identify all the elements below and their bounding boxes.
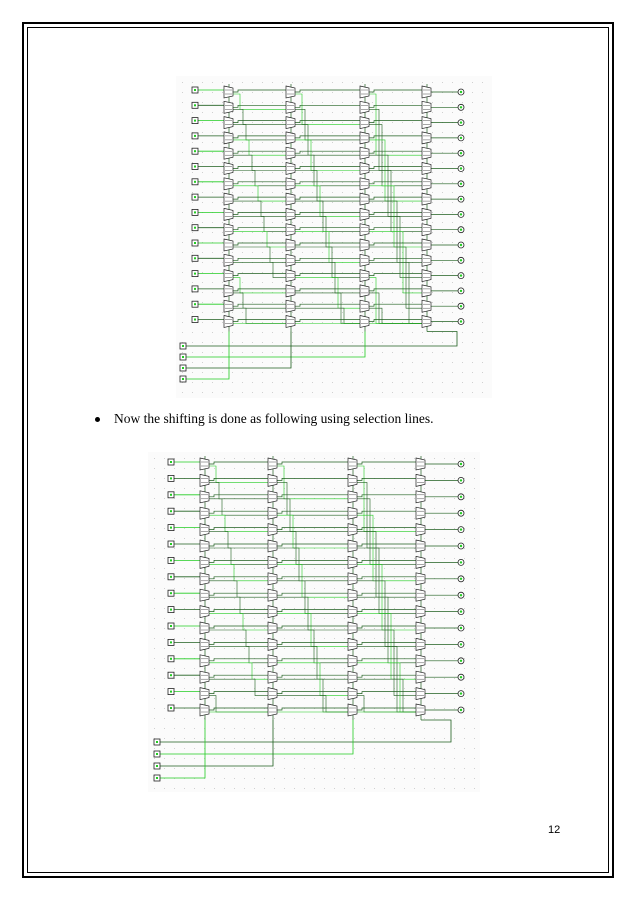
mux-block	[286, 316, 295, 328]
components	[154, 458, 464, 781]
mux-block	[360, 193, 369, 205]
mux-block	[224, 163, 233, 175]
bullet-icon	[95, 417, 100, 422]
mux-block	[224, 178, 233, 190]
mux-block	[422, 163, 431, 175]
mux-block	[348, 704, 357, 716]
mux-block	[200, 474, 209, 486]
mux-block	[224, 132, 233, 144]
mux-block	[224, 193, 233, 205]
mux-block	[416, 524, 425, 536]
mux-block	[286, 117, 295, 129]
mux-block	[416, 507, 425, 519]
mux-block	[224, 86, 233, 98]
mux-block	[200, 491, 209, 503]
mux-block	[224, 101, 233, 113]
mux-block	[422, 239, 431, 251]
mux-block	[200, 573, 209, 585]
mux-block	[416, 671, 425, 683]
mux-block	[200, 507, 209, 519]
mux-block	[416, 622, 425, 634]
mux-block	[268, 655, 277, 667]
mux-block	[348, 458, 357, 470]
mux-block	[360, 285, 369, 297]
mux-block	[360, 178, 369, 190]
mux-block	[200, 556, 209, 568]
mux-block	[348, 507, 357, 519]
mux-block	[422, 316, 431, 328]
mux-block	[416, 474, 425, 486]
mux-block	[268, 556, 277, 568]
mux-block	[348, 491, 357, 503]
mux-block	[360, 270, 369, 282]
mux-block	[268, 638, 277, 650]
mux-block	[422, 270, 431, 282]
mux-block	[422, 101, 431, 113]
mux-block	[200, 688, 209, 700]
mux-block	[224, 300, 233, 312]
mux-block	[200, 655, 209, 667]
mux-block	[416, 704, 425, 716]
mux-block	[286, 178, 295, 190]
mux-block	[286, 285, 295, 297]
mux-block	[268, 704, 277, 716]
circuit-diagram-1	[176, 76, 492, 398]
mux-block	[348, 573, 357, 585]
mux-block	[268, 671, 277, 683]
mux-block	[200, 671, 209, 683]
mux-block	[286, 270, 295, 282]
mux-block	[268, 524, 277, 536]
mux-block	[200, 524, 209, 536]
mux-block	[224, 208, 233, 220]
mux-block	[268, 606, 277, 618]
mux-block	[224, 224, 233, 236]
mux-block	[286, 193, 295, 205]
mux-block	[360, 163, 369, 175]
mux-block	[348, 556, 357, 568]
mux-block	[286, 163, 295, 175]
mux-block	[416, 589, 425, 601]
mux-block	[422, 285, 431, 297]
components	[180, 86, 464, 382]
mux-block	[200, 704, 209, 716]
circuit-diagram-2-svg	[148, 452, 480, 792]
mux-block	[200, 622, 209, 634]
mux-block	[422, 117, 431, 129]
mux-block	[422, 254, 431, 266]
mux-block	[416, 606, 425, 618]
bullet-text: Now the shifting is done as following using selection lines.	[114, 411, 434, 426]
mux-block	[422, 193, 431, 205]
mux-block	[286, 300, 295, 312]
mux-block	[268, 458, 277, 470]
mux-block	[224, 316, 233, 328]
mux-block	[348, 540, 357, 552]
mux-block	[348, 606, 357, 618]
wires	[160, 456, 458, 778]
mux-block	[360, 300, 369, 312]
mux-block	[224, 254, 233, 266]
mux-block	[286, 101, 295, 113]
mux-block	[348, 524, 357, 536]
mux-block	[224, 117, 233, 129]
mux-block	[416, 573, 425, 585]
mux-block	[200, 458, 209, 470]
mux-block	[360, 254, 369, 266]
mux-block	[286, 239, 295, 251]
mux-block	[360, 86, 369, 98]
mux-block	[268, 573, 277, 585]
mux-block	[416, 491, 425, 503]
page-number: 12	[548, 824, 561, 836]
mux-block	[422, 208, 431, 220]
mux-block	[268, 540, 277, 552]
mux-block	[200, 638, 209, 650]
mux-block	[360, 239, 369, 251]
mux-block	[422, 86, 431, 98]
mux-block	[416, 638, 425, 650]
mux-block	[348, 671, 357, 683]
mux-block	[348, 589, 357, 601]
mux-block	[268, 507, 277, 519]
mux-block	[268, 622, 277, 634]
mux-block	[268, 474, 277, 486]
mux-block	[224, 239, 233, 251]
mux-block	[200, 606, 209, 618]
mux-block	[286, 224, 295, 236]
mux-block	[348, 688, 357, 700]
mux-block	[348, 622, 357, 634]
mux-block	[268, 491, 277, 503]
mux-block	[286, 132, 295, 144]
mux-block	[360, 147, 369, 159]
mux-block	[268, 688, 277, 700]
circuit-diagram-1-svg	[176, 76, 492, 398]
mux-block	[422, 132, 431, 144]
mux-block	[422, 224, 431, 236]
mux-block	[200, 540, 209, 552]
mux-block	[416, 556, 425, 568]
mux-block	[200, 589, 209, 601]
mux-block	[286, 254, 295, 266]
mux-block	[224, 270, 233, 282]
mux-block	[360, 316, 369, 328]
mux-block	[286, 86, 295, 98]
mux-block	[348, 655, 357, 667]
mux-block	[360, 101, 369, 113]
mux-block	[224, 147, 233, 159]
mux-block	[360, 208, 369, 220]
mux-block	[416, 458, 425, 470]
mux-block	[286, 208, 295, 220]
mux-block	[348, 638, 357, 650]
mux-block	[422, 178, 431, 190]
mux-block	[416, 688, 425, 700]
mux-block	[360, 224, 369, 236]
mux-block	[360, 117, 369, 129]
mux-block	[286, 147, 295, 159]
mux-block	[422, 147, 431, 159]
mux-block	[268, 589, 277, 601]
mux-block	[416, 655, 425, 667]
mux-block	[348, 474, 357, 486]
circuit-diagram-2	[148, 452, 480, 792]
mux-block	[360, 132, 369, 144]
mux-block	[422, 300, 431, 312]
mux-block	[224, 285, 233, 297]
mux-block	[416, 540, 425, 552]
